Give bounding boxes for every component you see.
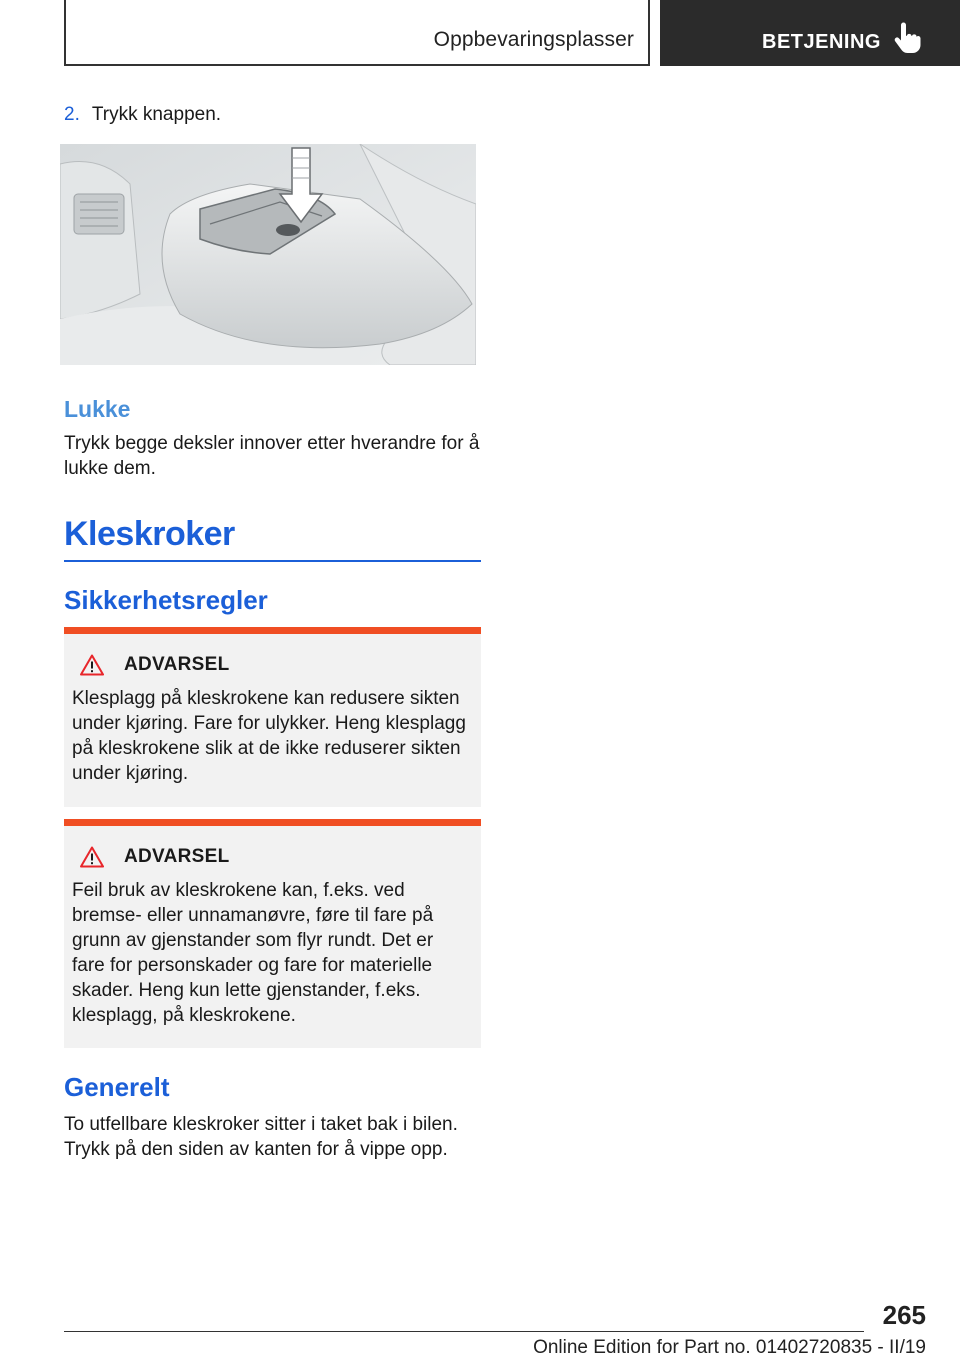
generelt-text: To utfellbare kleskroker sitter i taket bak i bilen. Trykk på den siden av kanten for å vippe opp.	[64, 1114, 458, 1160]
step-number: 2.	[64, 104, 80, 125]
hand-pointer-icon	[892, 22, 922, 54]
footer-edition: Online Edition for Part no. 01402720835 - II/19	[533, 1337, 926, 1358]
sikkerhetsregler-heading: Sikkerhetsregler	[64, 585, 268, 615]
lukke-heading: Lukke	[64, 396, 131, 422]
step-text: Trykk knappen.	[91, 104, 222, 125]
warning-box	[64, 627, 481, 807]
header-section-box	[64, 0, 650, 66]
kleskroker-heading: Kleskroker	[64, 515, 235, 553]
warning-label: ADVARSEL	[124, 846, 230, 867]
warning-triangle-icon	[80, 846, 104, 868]
warning-text: Feil bruk av kleskrokene kan, f.eks. ved bremse- eller unnamanøvre, føre til fare på grunn av gjenstander som flyr rundt. Det er fare for personskader og fare for materielle skader. Heng kun lette gjenstander, f.eks. klesplagg, på kleskrokene.	[72, 880, 434, 1026]
page-number: 265	[882, 1300, 926, 1330]
armrest-button-illustration	[60, 144, 476, 365]
warning-label: ADVARSEL	[124, 654, 230, 675]
step-item	[64, 104, 221, 126]
footer-rule	[64, 1331, 864, 1332]
warning-box	[64, 819, 481, 1048]
header-section-title: Oppbevaringsplasser	[433, 28, 634, 51]
generelt-heading: Generelt	[64, 1072, 170, 1102]
section-rule	[64, 560, 481, 562]
header-chapter-title: BETJENING	[762, 31, 881, 53]
warning-triangle-icon	[80, 654, 104, 676]
warning-text: Klesplagg på kleskrokene kan redusere sikten under kjøring. Fare for ulykker. Heng klesplagg på kleskrokene slik at de ikke reduserer sikten under kjøring.	[72, 688, 466, 784]
lukke-text: Trykk begge deksler innover etter hverandre for å lukke dem.	[64, 433, 480, 479]
